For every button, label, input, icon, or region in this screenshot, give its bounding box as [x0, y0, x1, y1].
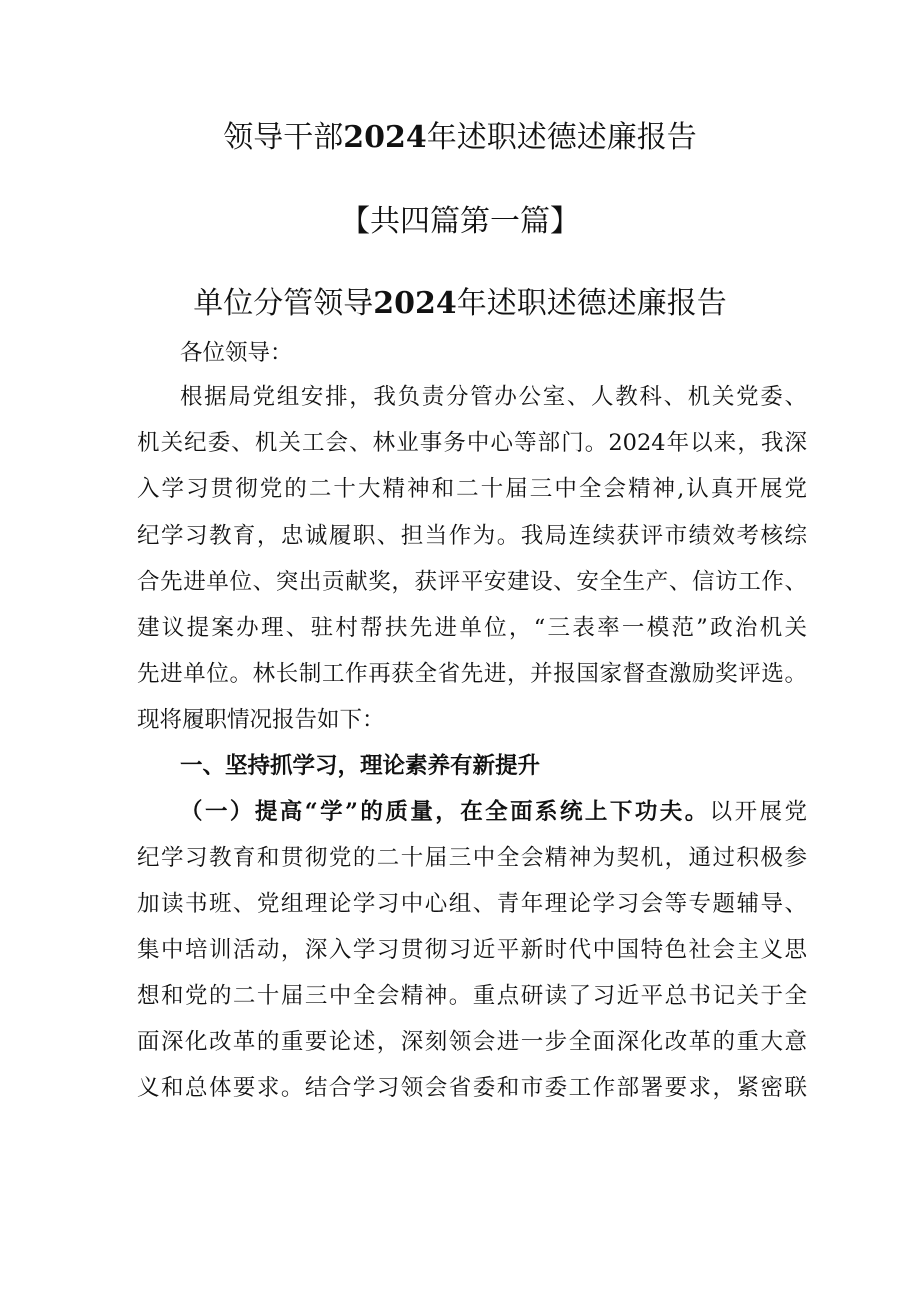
paragraph-line: 想和党的二十届三中全会精神。重点研读了习近平总书记关于全: [137, 983, 807, 1009]
title-year: 2024: [343, 120, 427, 155]
paragraph-line: 加读书班、党组理论学习中心组、青年理论学习会等专题辅导、: [137, 891, 807, 917]
paragraph-line: 建议提案办理、驻村帮扶先进单位，“三表率一模范”政治机关: [137, 615, 807, 641]
paragraph-line: 合先进单位、突出贡献奖，获评平安建设、安全生产、信访工作、: [137, 569, 807, 595]
paragraph-line: 纪学习教育，忠诚履职、担当作为。我局连续获评市绩效考核综: [137, 523, 807, 549]
section-heading: 一、坚持抓学习，理论素养有新提升: [180, 753, 541, 779]
paragraph-line: 根据局党组安排，我负责分管办公室、人教科、机关党委、: [180, 384, 807, 410]
subsection-line: [180, 797, 807, 827]
report-title-suffix: 年述职述德述廉报告: [456, 286, 727, 321]
paragraph-line: 入学习贯彻党的二十大精神和二十届三中全会精神,认真开展党: [137, 476, 807, 502]
paragraph-line: 先进单位。林长制工作再获全省先进，并报国家督查激励奖评选。: [137, 661, 807, 687]
document-title: [0, 112, 920, 156]
paragraph-line: 机关纪委、机关工会、林业事务中心等部门。2024年以来，我深: [137, 430, 807, 456]
report-title-prefix: 单位分管领导: [193, 286, 374, 321]
report-title: [0, 278, 920, 322]
title-text-prefix: 领导干部: [223, 120, 344, 155]
series-label: 【共四篇第一篇】: [340, 204, 580, 239]
subsection-text: 以开展党: [709, 799, 807, 825]
paragraph-line: 纪学习教育和贯彻党的二十届三中全会精神为契机，通过积极参: [137, 845, 807, 871]
paragraph-line: 集中培训活动，深入学习贯彻习近平新时代中国特色社会主义思: [137, 937, 807, 963]
paragraph-line: 现将履职情况报告如下：: [137, 707, 385, 733]
subsection-heading: （一）提高“学”的质量，在全面系统上下功夫。: [180, 799, 710, 825]
title-text-suffix: 年述职述德述廉报告: [426, 120, 697, 155]
paragraph-line: 面深化改革的重要论述，深刻领会进一步全面深化改革的重大意: [137, 1029, 807, 1055]
report-title-year: 2024: [373, 286, 457, 321]
salutation: 各位领导：: [180, 340, 293, 366]
paragraph-line: 义和总体要求。结合学习领会省委和市委工作部署要求，紧密联: [137, 1075, 807, 1101]
